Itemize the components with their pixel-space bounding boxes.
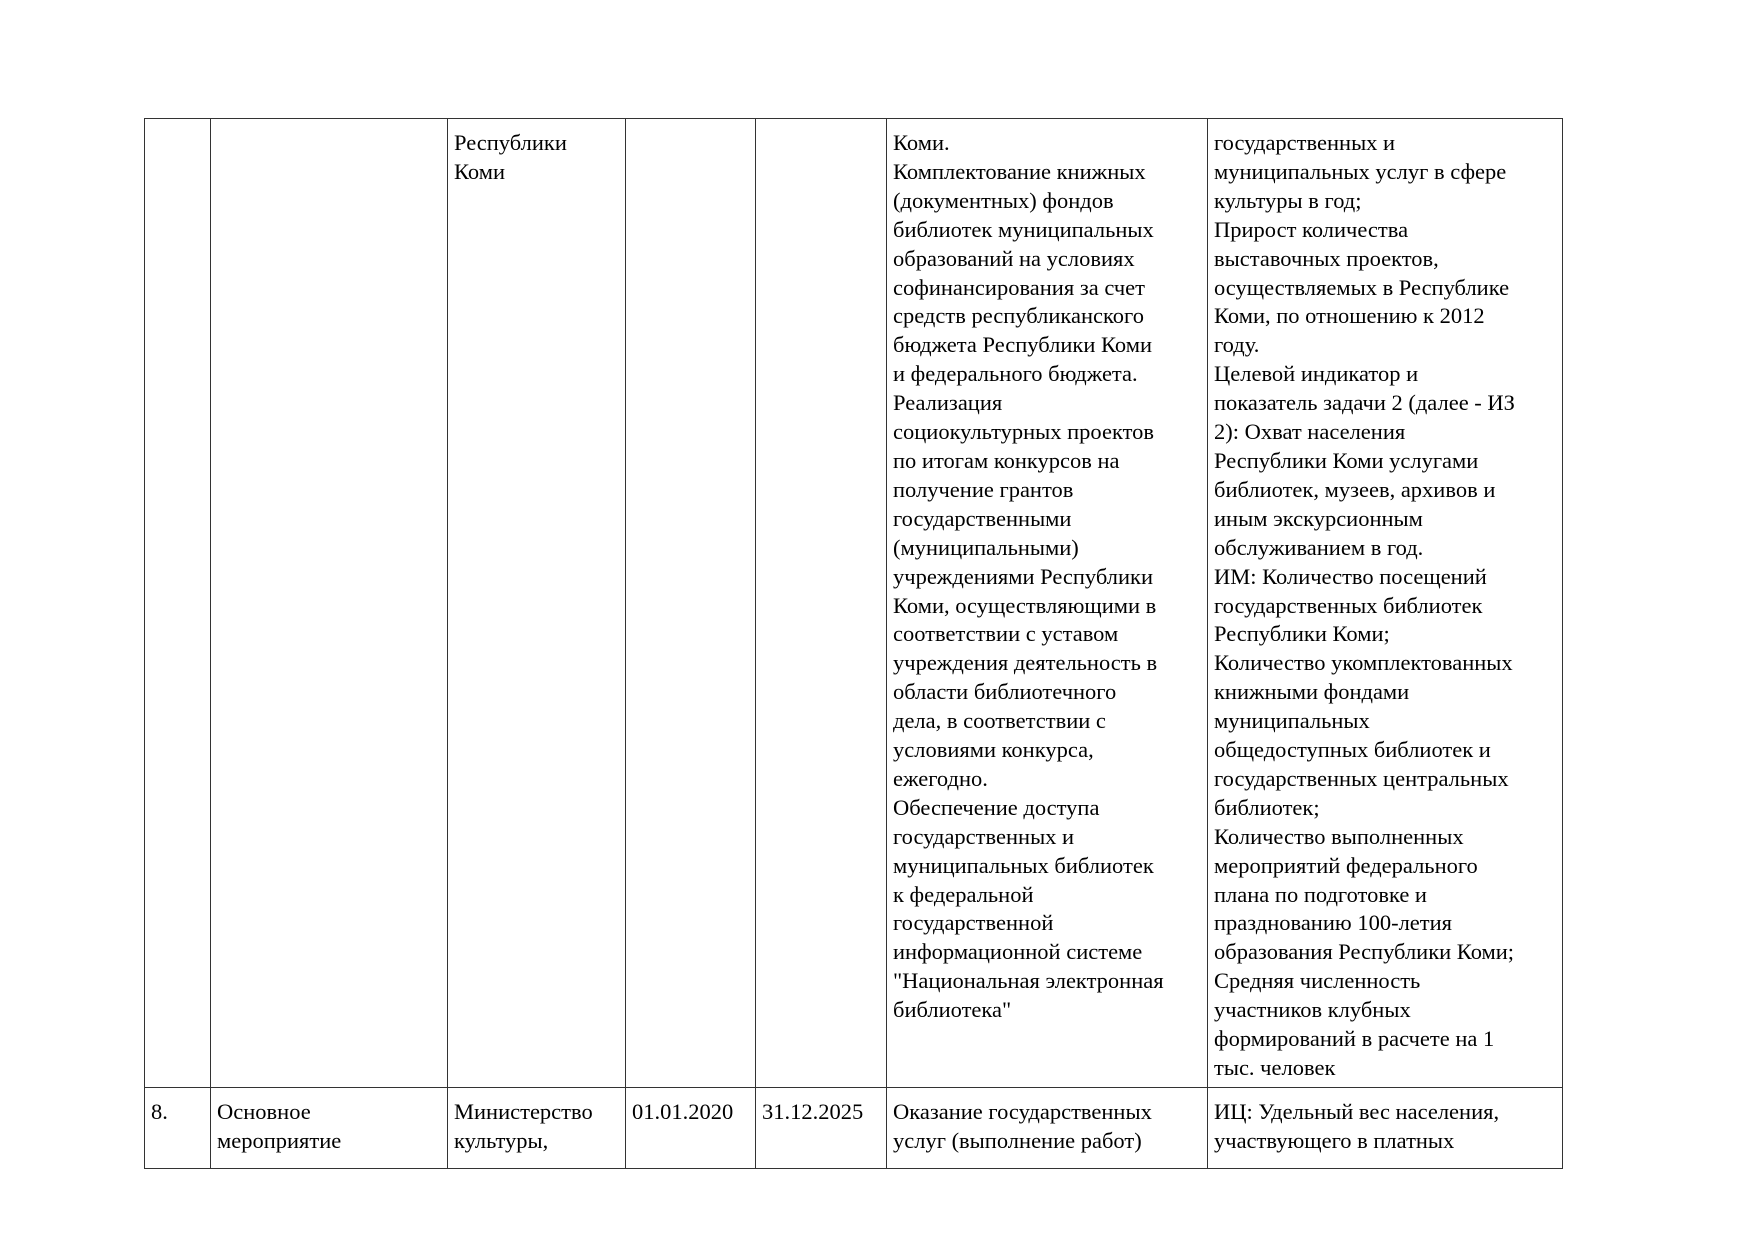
cell-indicators: ИЦ: Удельный вес населения, участвующего в платных [1208,1087,1563,1168]
cell-indicators: государственных и муниципальных услуг в сфере культуры в год; Прирост количества выставочных проектов, осуществляемых в Республике Коми, по отношению к 2012 году. Целевой индикатор и показатель задачи 2 (далее - ИЗ 2): Охват населения Республики Коми услугами библиотек, музеев, архивов и иным экскурсионным обслуживанием в год. ИМ: Количество посещений государственных библиотек Республики Коми; Количество укомплектованных книжными фондами муниципальных общедоступных библиотек и государственных центральных библиотек; Количество выполненных мероприятий федерального плана по подготовке и празднованию 100-летия образования Республики Коми; Средняя численность участников клубных формирований в расчете на 1 тыс. человек [1208,119,1563,1088]
table-row [145,1087,1563,1168]
cell-number [145,119,211,1088]
cell-number: 8. [145,1087,211,1168]
cell-content: Оказание государственных услуг (выполнение работ) [887,1087,1208,1168]
cell-start-date [626,119,756,1088]
cell-executor: Министерство культуры, [448,1087,626,1168]
table-row [145,119,1563,1088]
cell-executor: Республики Коми [448,119,626,1088]
cell-content: Коми. Комплектование книжных (документных) фондов библиотек муниципальных образований на условиях софинансирования за счет средств республиканского бюджета Республики Коми и федерального бюджета. Реализация социокультурных проектов по итогам конкурсов на получение грантов государственными (муниципальными) учреждениями Республики Коми, осуществляющими в соответствии с уставом учреждения деятельность в области библиотечного дела, в соответствии с условиями конкурса, ежегодно. Обеспечение доступа государственных и муниципальных библиотек к федеральной государственной информационной системе "Национальная электронная библиотека" [887,119,1208,1088]
cell-end-date: 31.12.2025 [756,1087,887,1168]
cell-activity-name: Основное мероприятие [211,1087,448,1168]
cell-end-date [756,119,887,1088]
cell-activity-name [211,119,448,1088]
program-activities-table [144,118,1563,1169]
cell-start-date: 01.01.2020 [626,1087,756,1168]
